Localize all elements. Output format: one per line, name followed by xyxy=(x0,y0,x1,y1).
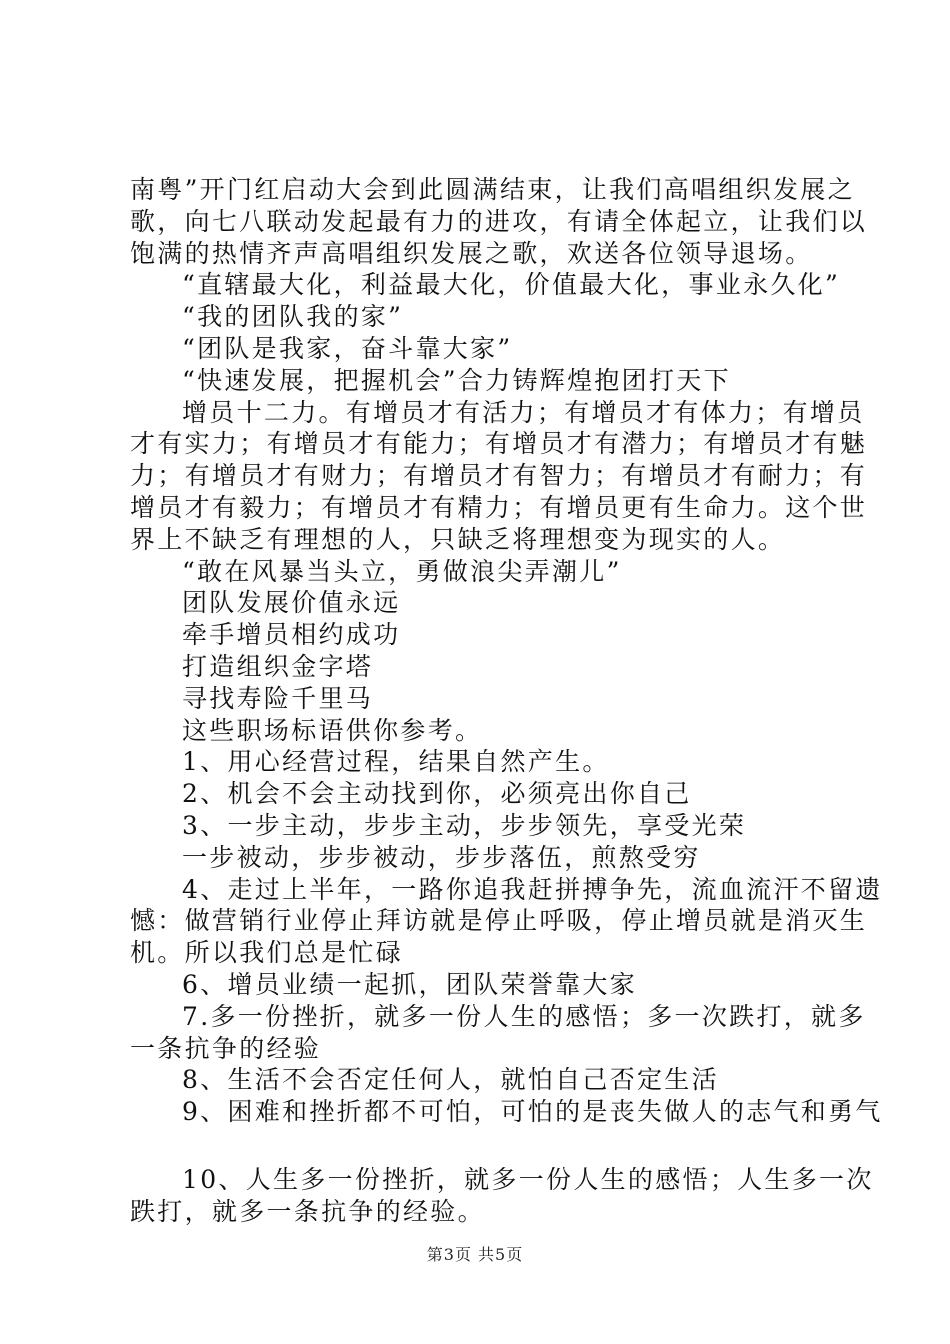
text-line: 7.多一份挫折，就多一份人生的感悟；多一次跌打，就多 xyxy=(182,1001,866,1031)
text-line: 团队发展价值永远 xyxy=(182,588,401,618)
text-line: “快速发展，把握机会”合力铸辉煌抱团打天下 xyxy=(182,365,731,395)
document-body xyxy=(130,174,883,1228)
text-line: 牵手增员相约成功 xyxy=(182,620,401,650)
text-line: 一步被动，步步被动，步步落伍，煎熬受穷 xyxy=(182,842,701,872)
text-line: 2、机会不会主动找到你，必须亮出你自己 xyxy=(182,779,692,809)
text-line: 打造组织金字塔 xyxy=(182,651,374,681)
blank-line xyxy=(130,1128,830,1164)
text-line: 才有实力；有增员才有能力；有增员才有潜力；有增员才有魅 xyxy=(130,429,868,459)
text-line: “敢在风暴当头立，勇做浪尖弄潮儿” xyxy=(182,556,622,586)
text-line: 这些职场标语供你参考。 xyxy=(182,715,483,745)
text-line: 6、增员业绩一起抓，团队荣誉靠大家 xyxy=(182,969,638,999)
text-line: 一条抗争的经验 xyxy=(130,1033,322,1063)
text-line: 4、走过上半年，一路你追我赶拼搏争先，流血流汗不留遗 xyxy=(182,874,883,904)
text-line: 增员才有毅力；有增员才有精力；有增员更有生命力。这个世 xyxy=(130,492,868,522)
text-line: “团队是我家，奋斗靠大家” xyxy=(182,333,513,363)
text-line: 南粤”开门红启动大会到此圆满结束，让我们高唱组织发展之 xyxy=(130,175,855,204)
text-line: 寻找寿险千里马 xyxy=(182,683,374,713)
text-line: 10、人生多一份挫折，就多一份人生的感悟；人生多一次 xyxy=(182,1164,874,1194)
text-line: “我的团队我的家” xyxy=(182,302,404,332)
text-line: 歌，向七八联动发起最有力的进攻，有请全体起立，让我们以 xyxy=(130,206,868,236)
page-footer: 第3页 共5页 xyxy=(426,1245,524,1264)
text-line: 力；有增员才有财力；有增员才有智力；有增员才有耐力；有 xyxy=(130,461,868,491)
text-line: 机。所以我们总是忙碌 xyxy=(130,938,404,968)
text-line: 跌打，就多一条抗争的经验。 xyxy=(130,1196,485,1226)
text-line: 9、困难和挫折都不可怕，可怕的是丧失做人的志气和勇气 xyxy=(182,1097,883,1127)
text-line: 界上不缺乏有理想的人，只缺乏将理想变为现实的人。 xyxy=(130,524,786,554)
text-line: 饱满的热情齐声高唱组织发展之歌，欢送各位领导退场。 xyxy=(130,238,813,268)
text-line: 8、生活不会否定任何人，就怕自己否定生活 xyxy=(182,1065,719,1095)
text-line: 憾：做营销行业停止拜访就是停止呼吸，停止增员就是消灭生 xyxy=(130,906,868,936)
text-line: 3、一步主动，步步主动，步步领先，享受光荣 xyxy=(182,810,747,840)
text-line: 增员十二力。有增员才有活力；有增员才有体力；有增员 xyxy=(182,397,865,427)
text-line: 1、用心经营过程，结果自然产生。 xyxy=(182,747,610,777)
text-line: “直辖最大化，利益最大化，价值最大化，事业永久化” xyxy=(182,270,841,300)
